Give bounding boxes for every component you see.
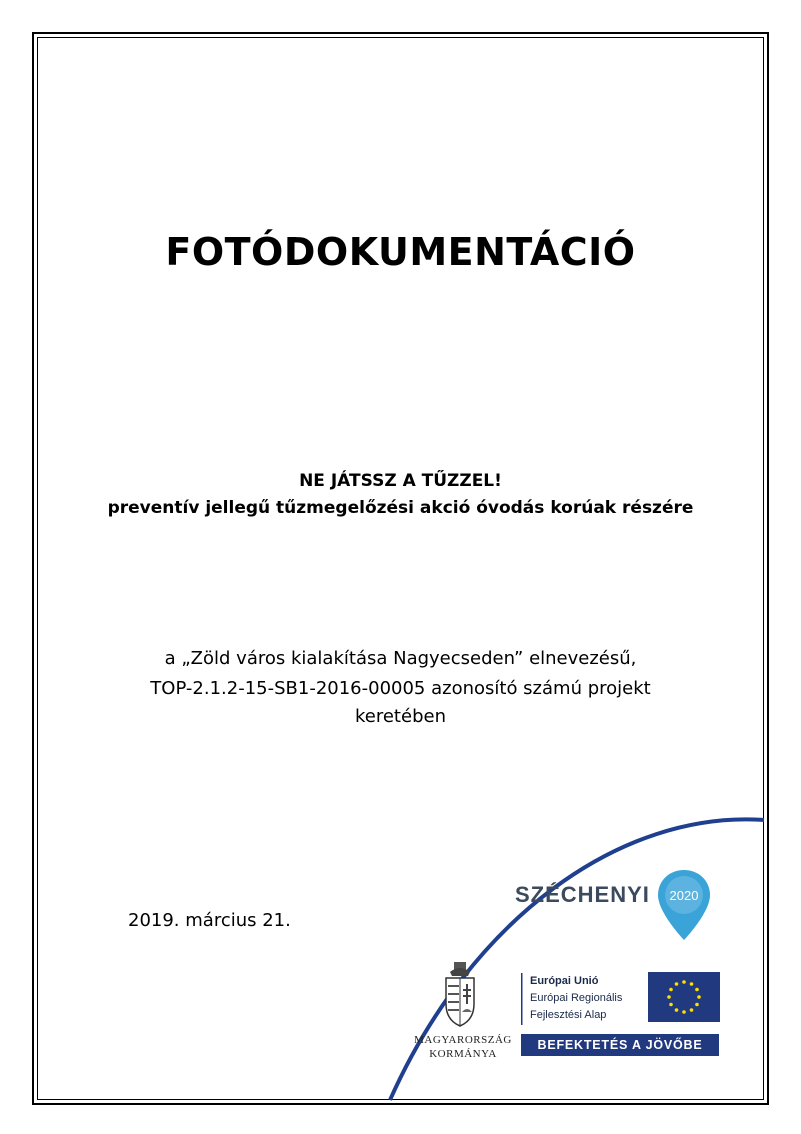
szechenyi-year: 2020 [669, 888, 699, 903]
eu-star-icon [690, 1008, 694, 1012]
eu-flag-icon [648, 972, 720, 1022]
eu-star-icon [669, 988, 673, 992]
eu-star-icon [669, 1003, 673, 1007]
eu-star-icon [695, 988, 699, 992]
document-date: 2019. március 21. [128, 910, 291, 931]
eu-fund-line1: Európai Regionális [530, 992, 623, 1004]
event-description: preventív jellegű tűzmegelőzési akció óvodás korúak részére [107, 498, 694, 518]
eu-divider [521, 973, 525, 1025]
eu-star-icon [682, 980, 686, 984]
project-text-line-3: keretében [355, 706, 446, 727]
szechenyi-logo-text: SZÉCHENYI [515, 882, 650, 907]
eu-star-icon [690, 982, 694, 986]
hungarian-coat-of-arms-icon [440, 960, 480, 1028]
eu-star-icon [667, 995, 671, 999]
project-text-line-2: TOP-2.1.2-15-SB1-2016-00005 azonosító számú projekt [150, 678, 651, 699]
eu-fund-line2: Fejlesztési Alap [530, 1009, 607, 1021]
eu-star-icon [675, 982, 679, 986]
eu-title: Európai Unió [530, 975, 599, 987]
szechenyi-pin-icon [656, 868, 712, 942]
government-label-line2: KORMÁNYA [429, 1048, 497, 1060]
project-text-line-1: a „Zöld város kialakítása Nagyecseden” elnevezésű, [164, 648, 637, 669]
befektetes-banner: BEFEKTETÉS A JÖVŐBE [521, 1034, 719, 1056]
eu-star-icon [697, 995, 701, 999]
eu-star-icon [682, 1010, 686, 1014]
page-title: FOTÓDOKUMENTÁCIÓ [165, 230, 636, 274]
government-label [408, 1033, 518, 1061]
government-label-line1: MAGYARORSZÁG [414, 1034, 512, 1046]
eu-star-icon [695, 1003, 699, 1007]
event-title: NE JÁTSSZ A TŰZZEL! [299, 471, 502, 491]
eu-star-icon [675, 1008, 679, 1012]
